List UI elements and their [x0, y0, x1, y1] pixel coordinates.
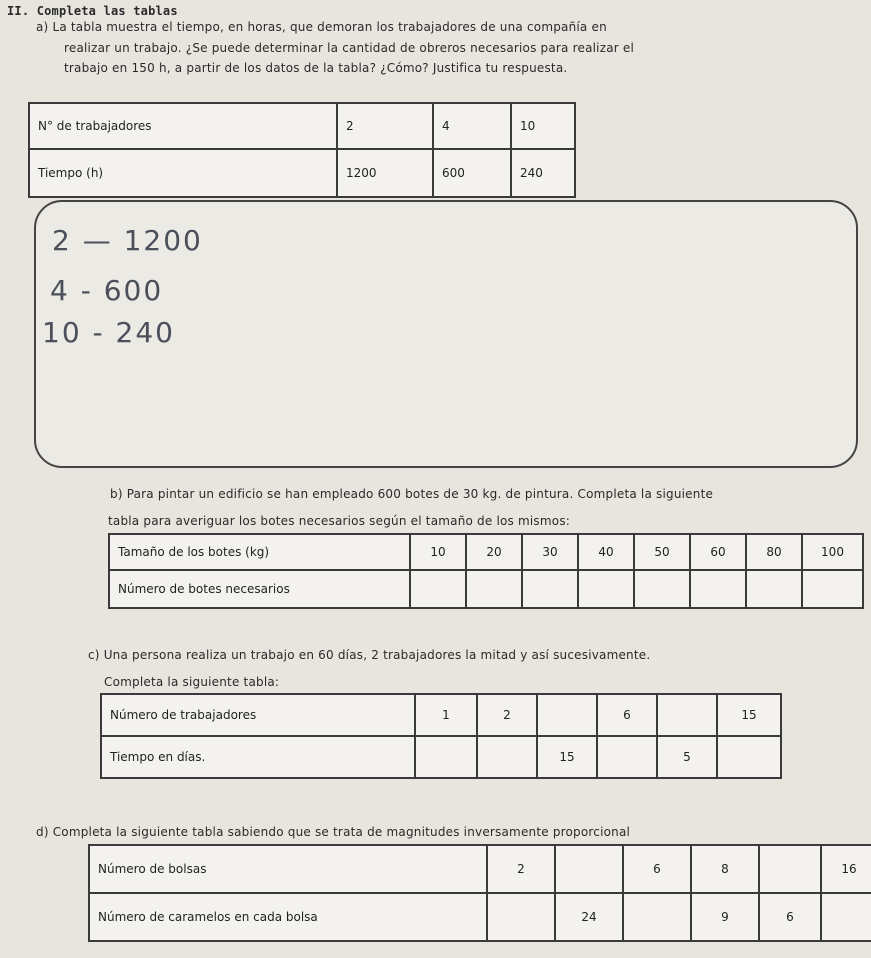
table-days: [100, 693, 782, 779]
table-row: [101, 736, 781, 778]
table-cell: 6: [597, 694, 657, 736]
part-b-line-1: b) Para pintar un edificio se han empleado 600 botes de 30 kg. de pintura. Completa la siguiente: [110, 487, 714, 501]
table-cell: 1200: [337, 149, 433, 197]
table-cell: 9: [691, 893, 759, 941]
table-row: [89, 845, 871, 893]
table-cell: 600: [433, 149, 511, 197]
header-cell: Tamaño de los botes (kg): [109, 534, 410, 570]
table-cell: 2: [487, 845, 555, 893]
header-cell: Número de caramelos en cada bolsa: [89, 893, 487, 941]
blank-cell[interactable]: [746, 570, 802, 608]
table-row: [29, 103, 575, 149]
table-cell: 240: [511, 149, 575, 197]
blank-cell[interactable]: [537, 694, 597, 736]
table-cell: 16: [821, 845, 871, 893]
blank-cell[interactable]: [415, 736, 477, 778]
table-cell: 10: [410, 534, 466, 570]
blank-cell[interactable]: [657, 694, 717, 736]
table-workers-time: [28, 102, 576, 198]
table-row: [101, 694, 781, 736]
table-cell: 24: [555, 893, 623, 941]
blank-cell[interactable]: [597, 736, 657, 778]
blank-cell[interactable]: [578, 570, 634, 608]
table-row: [109, 570, 863, 608]
table-row: [109, 534, 863, 570]
table-cell: 6: [623, 845, 691, 893]
table-cell: 2: [337, 103, 433, 149]
table-cell: 6: [759, 893, 821, 941]
header-cell: Número de bolsas: [89, 845, 487, 893]
table-cell: 30: [522, 534, 578, 570]
blank-cell[interactable]: [477, 736, 537, 778]
blank-cell[interactable]: [522, 570, 578, 608]
table-cell: 4: [433, 103, 511, 149]
part-b-line-2: tabla para averiguar los botes necesarios según el tamaño de los mismos:: [108, 514, 571, 528]
handwritten-answer-line-3: 10 - 240: [42, 316, 175, 349]
header-cell: Tiempo (h): [29, 149, 337, 197]
table-cell: 10: [511, 103, 575, 149]
handwritten-answer-line-2: 4 - 600: [50, 274, 164, 307]
table-cell: 80: [746, 534, 802, 570]
blank-cell[interactable]: [759, 845, 821, 893]
table-row: [89, 893, 871, 941]
blank-cell[interactable]: [821, 893, 871, 941]
blank-cell[interactable]: [555, 845, 623, 893]
table-cell: 40: [578, 534, 634, 570]
blank-cell[interactable]: [802, 570, 863, 608]
table-cell: 60: [690, 534, 746, 570]
part-c-line-2: Completa la siguiente tabla:: [104, 675, 280, 689]
table-cell: 20: [466, 534, 522, 570]
table-cell: 15: [537, 736, 597, 778]
table-row: [29, 149, 575, 197]
part-a-line-3: trabajo en 150 h, a partir de los datos de la tabla? ¿Cómo? Justifica tu respuesta.: [64, 61, 568, 75]
blank-cell[interactable]: [466, 570, 522, 608]
table-bags: [88, 844, 871, 942]
header-cell: Número de botes necesarios: [109, 570, 410, 608]
table-cell: 100: [802, 534, 863, 570]
handwritten-answer-line-1: 2 — 1200: [52, 224, 203, 257]
table-cell: 2: [477, 694, 537, 736]
header-cell: Número de trabajadores: [101, 694, 415, 736]
blank-cell[interactable]: [487, 893, 555, 941]
header-cell: Tiempo en días.: [101, 736, 415, 778]
header-cell: N° de trabajadores: [29, 103, 337, 149]
part-a-line-1: a) La tabla muestra el tiempo, en horas, que demoran los trabajadores de una compañía en: [36, 20, 607, 34]
table-cell: 1: [415, 694, 477, 736]
blank-cell[interactable]: [634, 570, 690, 608]
part-d-line: d) Completa la siguiente tabla sabiendo que se trata de magnitudes inversamente proporcional: [36, 825, 631, 839]
blank-cell[interactable]: [717, 736, 781, 778]
section-title: II. Completa las tablas: [7, 4, 178, 18]
blank-cell[interactable]: [410, 570, 466, 608]
blank-cell[interactable]: [690, 570, 746, 608]
blank-cell[interactable]: [623, 893, 691, 941]
table-can-sizes: [108, 533, 864, 609]
table-cell: 15: [717, 694, 781, 736]
table-cell: 8: [691, 845, 759, 893]
table-cell: 5: [657, 736, 717, 778]
part-a-line-2: realizar un trabajo. ¿Se puede determinar la cantidad de obreros necesarios para realizar el: [64, 41, 635, 55]
part-c-line-1: c) Una persona realiza un trabajo en 60 días, 2 trabajadores la mitad y así sucesivamente.: [88, 648, 651, 662]
table-cell: 50: [634, 534, 690, 570]
